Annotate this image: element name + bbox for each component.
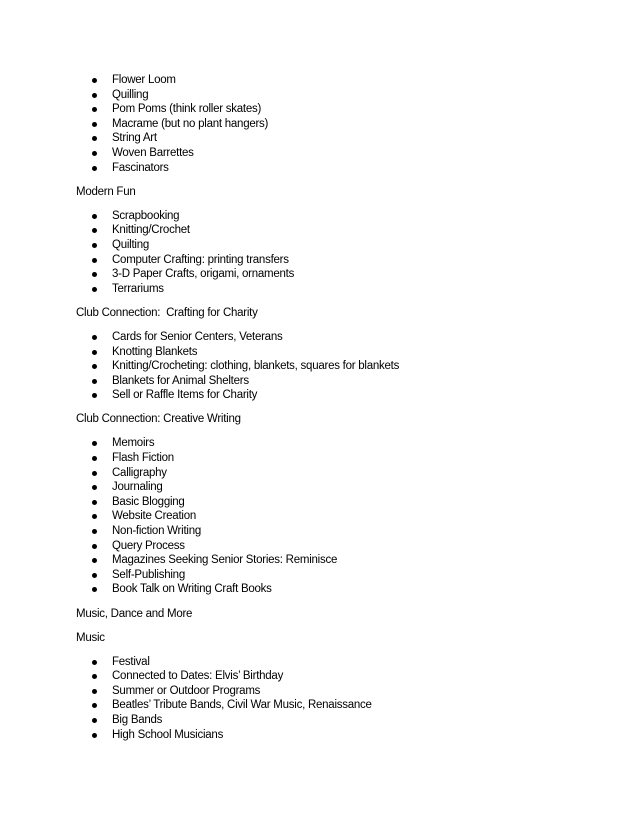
creative-writing-list xyxy=(0,436,638,597)
list-item xyxy=(0,88,638,103)
bullet-icon xyxy=(92,529,97,534)
list-item xyxy=(0,223,638,238)
bullet-icon xyxy=(92,350,97,355)
list-item xyxy=(0,655,638,670)
list-item-text: Fascinators xyxy=(112,161,169,174)
bullet-icon xyxy=(92,272,97,277)
bullet-icon xyxy=(92,287,97,292)
bullet-icon xyxy=(92,456,97,461)
bullet-icon xyxy=(92,558,97,563)
list-item xyxy=(0,161,638,176)
charity-list xyxy=(0,330,638,403)
list-item-text: Website Creation xyxy=(112,510,196,523)
list-item-text: Book Talk on Writing Craft Books xyxy=(112,583,272,596)
crafts-list xyxy=(0,73,638,175)
bullet-icon xyxy=(92,93,97,98)
bullet-icon xyxy=(92,573,97,578)
bullet-icon xyxy=(92,243,97,248)
list-item-text: Non-fiction Writing xyxy=(112,525,201,538)
list-item-text: Memoirs xyxy=(112,437,155,450)
list-item xyxy=(0,436,638,451)
list-item xyxy=(0,509,638,524)
bullet-icon xyxy=(92,544,97,549)
list-item xyxy=(0,466,638,481)
list-item-text: Journaling xyxy=(112,481,163,494)
bullet-icon xyxy=(92,78,97,83)
list-item xyxy=(0,102,638,117)
list-item-text: Cards for Senior Centers, Veterans xyxy=(112,330,283,343)
list-item xyxy=(0,253,638,268)
list-item-text: Calligraphy xyxy=(112,466,167,479)
document-content xyxy=(0,73,638,742)
list-item-text: Beatles’ Tribute Bands, Civil War Music, Renaissance xyxy=(112,699,372,712)
list-item-text: Big Bands xyxy=(112,714,163,727)
list-item-text: Quilling xyxy=(112,88,149,101)
list-item xyxy=(0,388,638,403)
bullet-icon xyxy=(92,364,97,369)
section-heading-modern-fun: Modern Fun xyxy=(76,185,136,198)
list-item-text: Flower Loom xyxy=(112,74,176,86)
bullet-icon xyxy=(92,151,97,156)
list-item-text: Flash Fiction xyxy=(112,452,174,465)
list-item-text: Query Process xyxy=(112,539,185,552)
bullet-icon xyxy=(92,107,97,112)
list-item xyxy=(0,495,638,510)
bullet-icon xyxy=(92,166,97,171)
list-item-text: Blankets for Animal Shelters xyxy=(112,374,249,387)
list-item xyxy=(0,553,638,568)
list-item xyxy=(0,282,638,297)
bullet-icon xyxy=(92,258,97,263)
list-item xyxy=(0,267,638,282)
list-item xyxy=(0,480,638,495)
list-item xyxy=(0,728,638,743)
list-item xyxy=(0,374,638,389)
bullet-icon xyxy=(92,718,97,723)
bullet-icon xyxy=(92,136,97,141)
list-item-text: High School Musicians xyxy=(112,728,224,741)
list-item xyxy=(0,146,638,161)
list-item-text: 3-D Paper Crafts, origami, ornaments xyxy=(112,268,295,281)
list-item xyxy=(0,345,638,360)
list-item xyxy=(0,568,638,583)
list-item-text: Computer Crafting: printing transfers xyxy=(112,253,289,266)
list-item-text: Knotting Blankets xyxy=(112,345,198,358)
bullet-icon xyxy=(92,485,97,490)
list-item-text: String Art xyxy=(112,132,157,145)
music-list xyxy=(0,655,638,743)
list-item xyxy=(0,524,638,539)
list-item-text: Summer or Outdoor Programs xyxy=(112,684,261,697)
bullet-icon xyxy=(92,733,97,738)
list-item-text: Festival xyxy=(112,655,150,668)
bullet-icon xyxy=(92,587,97,592)
bullet-icon xyxy=(92,393,97,398)
bullet-icon xyxy=(92,379,97,384)
section-heading-creative-writing: Club Connection: Creative Writing xyxy=(76,413,241,426)
list-item xyxy=(0,330,638,345)
list-item-text: Connected to Dates: Elvis’ Birthday xyxy=(112,670,284,683)
list-item-text: Magazines Seeking Senior Stories: Reminisce xyxy=(112,554,338,567)
list-item xyxy=(0,698,638,713)
list-item-text: Scrapbooking xyxy=(112,209,180,222)
list-item-text: Sell or Raffle Items for Charity xyxy=(112,389,258,402)
list-item xyxy=(0,451,638,466)
list-item xyxy=(0,669,638,684)
list-item-text: Self-Publishing xyxy=(112,568,185,581)
list-item-text: Pom Poms (think roller skates) xyxy=(112,103,262,116)
section-heading-crafting-for-charity: Club Connection: Crafting for Charity xyxy=(76,306,258,319)
bullet-icon xyxy=(92,214,97,219)
list-item-text: Basic Blogging xyxy=(112,495,185,508)
list-item-text: Macrame (but no plant hangers) xyxy=(112,117,269,130)
bullet-icon xyxy=(92,689,97,694)
list-item xyxy=(0,117,638,132)
list-item xyxy=(0,131,638,146)
bullet-icon xyxy=(92,500,97,505)
list-item xyxy=(0,209,638,224)
list-item-text: Terrariums xyxy=(112,282,164,295)
bullet-icon xyxy=(92,122,97,127)
bullet-icon xyxy=(92,228,97,233)
bullet-icon xyxy=(92,441,97,446)
bullet-icon xyxy=(92,471,97,476)
list-item xyxy=(0,539,638,554)
list-item-text: Knitting/Crochet xyxy=(112,224,190,237)
section-heading-music-dance: Music, Dance and More xyxy=(76,607,193,620)
list-item xyxy=(0,713,638,728)
bullet-icon xyxy=(92,703,97,708)
section-heading-music: Music xyxy=(76,631,105,644)
list-item xyxy=(0,684,638,699)
bullet-icon xyxy=(92,514,97,519)
list-item-text: Woven Barrettes xyxy=(112,146,194,159)
list-item xyxy=(0,73,638,88)
bullet-icon xyxy=(92,674,97,679)
list-item xyxy=(0,238,638,253)
list-item xyxy=(0,582,638,597)
bullet-icon xyxy=(92,660,97,665)
list-item-text: Quilting xyxy=(112,238,149,251)
list-item-text: Knitting/Crocheting: clothing, blankets, squares for blankets xyxy=(112,360,400,373)
list-item xyxy=(0,359,638,374)
modern-fun-list xyxy=(0,209,638,297)
bullet-icon xyxy=(92,335,97,340)
